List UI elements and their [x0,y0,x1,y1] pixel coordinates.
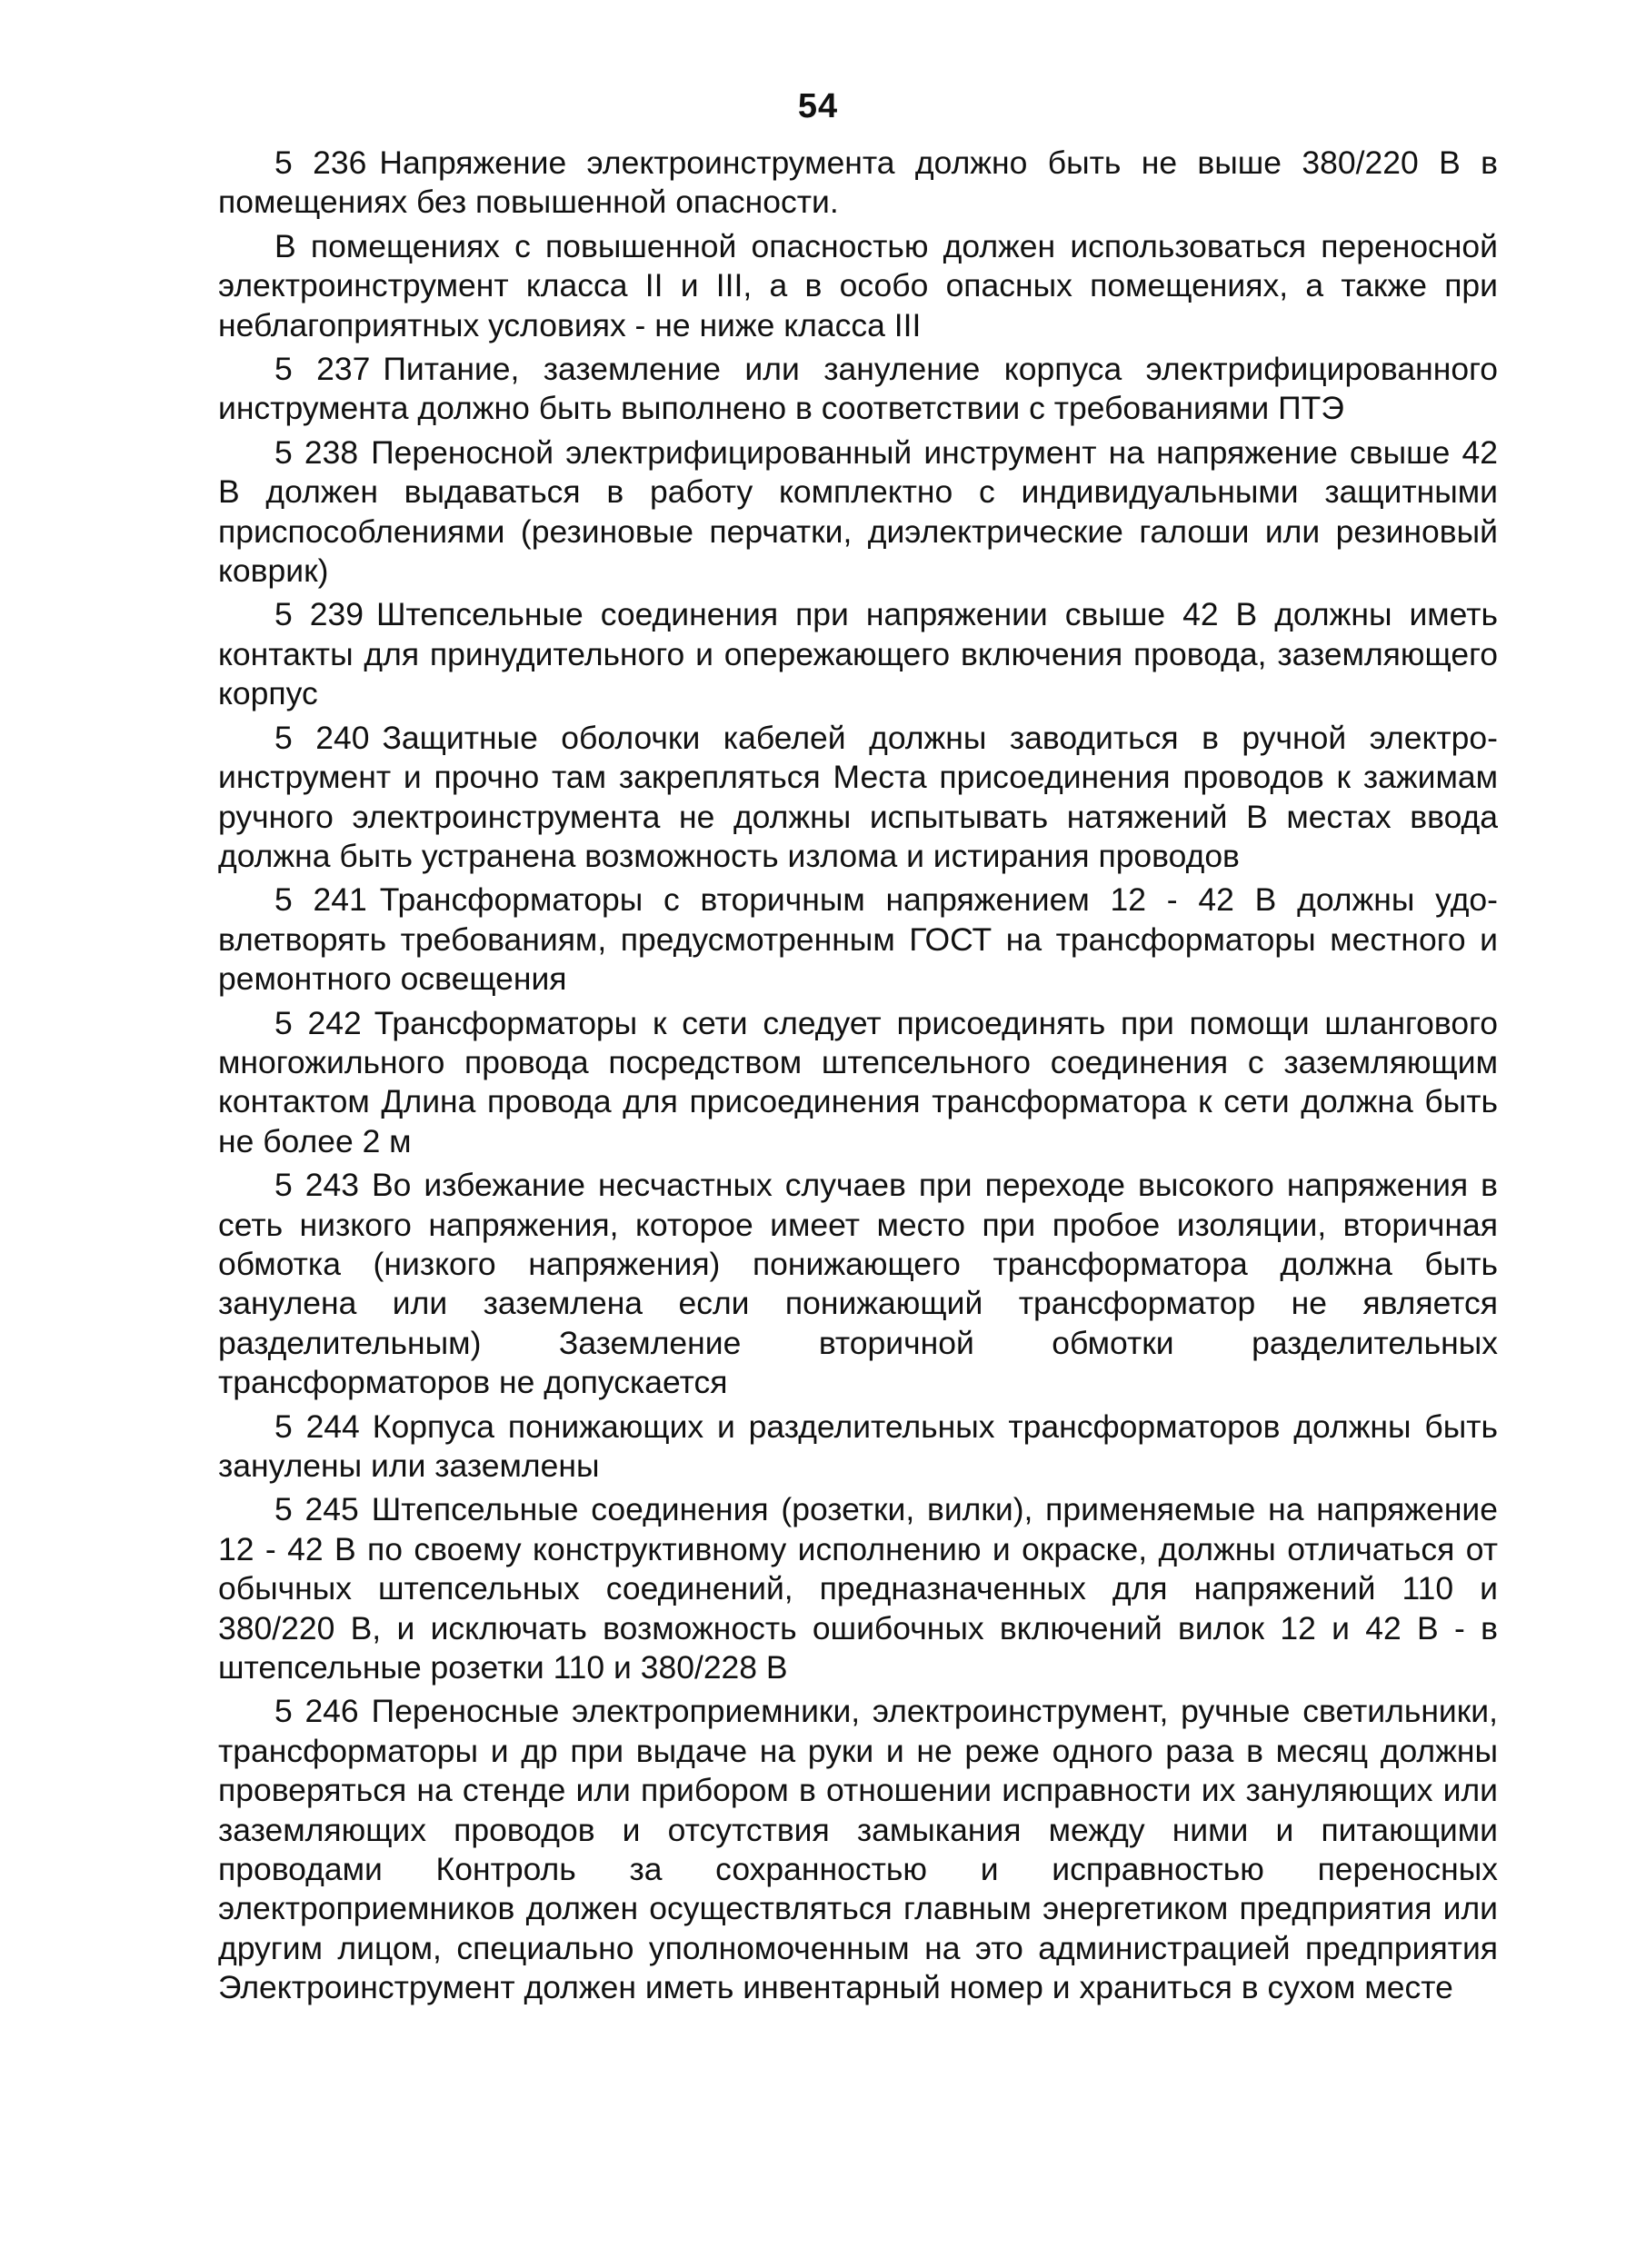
paragraph-text: Во избежание несчастных случаев при переходе высокого напряжения в сеть низкого напряжения, которое имеет место при пробое изоляции, вторичная обмотка (низкого напряжения) понижающего трансформатора должна быть занулена или заземлена если понижающий трансформатор не является разделительным) Заземление вторичной обмотки разделительных трансформаторов не допускается [218,1167,1498,1401]
paragraph-text: Трансформаторы к сети следует присоединять при помощи шлангового многожильного провода посредством штепсельного соединения с заземляющим контактом Длина провода для присоединения трансформатора к сети должна быть не более 2 м [218,1004,1498,1159]
paragraph-text: Напряжение электроинструмента должно быть не выше 380/220 В в помещениях без повышенной опасности. [218,144,1498,221]
paragraph-text: Защитные оболочки кабелей должны заводиться в ручной электроинструмент и прочно там закрепляться Места присоединения проводов к зажимам ручного электроинструмента не должны испытывать натяжений В местах ввода должна быть устранена возможность излома и истирания проводов [218,719,1498,874]
paragraph-5-243 [218,1166,1498,1402]
paragraph-5-244 [218,1408,1498,1487]
paragraph-number: 5 241 [274,881,367,919]
paragraph-5-240 [218,719,1498,877]
paragraph-number: 5 242 [274,1004,362,1041]
paragraph-5-236-continued [218,227,1498,345]
paragraph-number: 5 243 [274,1167,359,1204]
paragraph-text: Питание, заземление или зануление корпуса электрифицированного инструмента должно быть выполнено в соответствии с требованиями ПТЭ [218,351,1498,427]
paragraph-number: 5 244 [274,1408,360,1445]
paragraph-5-242 [218,1004,1498,1162]
paragraph-5-245 [218,1490,1498,1687]
paragraph-5-236 [218,144,1498,223]
paragraph-5-238 [218,433,1498,592]
paragraph-number: 5 240 [274,719,370,756]
paragraph-number: 5 236 [274,144,367,181]
document-body [218,144,1498,2013]
paragraph-text: Переносной электрифицированный инструмент на напряжение свыше 42 В должен выдаваться в работу комплектно с индивидуальными защитными приспособлениями (резиновые перчатки, диэлектрические галоши или резиновый коврик) [218,433,1498,590]
page-number: 54 [797,87,839,125]
paragraph-5-237 [218,350,1498,429]
paragraph-text: В помещениях с повышенной опасностью должен использоваться переносной электроинструмент класса II и III, а в особо опасных помещениях, а также при неблагоприятных условиях - не ниже класса III [218,227,1498,343]
paragraph-5-246 [218,1692,1498,2007]
paragraph-number: 5 237 [274,351,371,388]
paragraph-text: Корпуса понижающих и разделительных трансформаторов должны быть занулены или заземлены [218,1408,1498,1484]
paragraph-number: 5 239 [274,596,364,633]
paragraph-number: 5 246 [274,1693,359,1730]
paragraph-text: Штепсельные соединения при напряжении свыше 42 В должны иметь контакты для принудительного и опережающего включения провода, заземляющего корпус [218,596,1498,712]
paragraph-text: Переносные электроприемники, электроинструмент, ручные светильники, трансформаторы и др при выдаче на руки и не реже одного раза в месяц должны проверяться на стенде или прибором в отношении исправности их зануляющих или заземляющих проводов и отсутствия замыкания между ними и питающими проводами Контроль за сохранностью и исправностью переносных электроприемников должен осуществляться главным энергетиком предприятия или другим лицом, специально уполномоченным на это администрацией предприятия Электроинструмент должен иметь инвентарный номер и храниться в сухом месте [218,1693,1498,2006]
paragraph-5-239 [218,595,1498,713]
paragraph-5-241 [218,880,1498,999]
paragraph-text: Трансформаторы с вторичным напряжением 12 - 42 В должны удовлетворять требованиям, предусмотренным ГОСТ на трансформаторы местного и ремонтного освещения [218,881,1498,998]
paragraph-number: 5 245 [274,1491,359,1528]
paragraph-number: 5 238 [274,433,359,471]
paragraph-text: Штепсельные соединения (розетки, вилки), применяемые на напряжение 12 - 42 В по своему конструктивному исполнению и окраске, должны отличаться от обычных штепсельных соединений, предназначенных для напряжений 110 и 380/220 В, и исключать возможность ошибочных включений вилок 12 и 42 В - в штепсельные розетки 110 и 380/228 В [218,1491,1498,1686]
